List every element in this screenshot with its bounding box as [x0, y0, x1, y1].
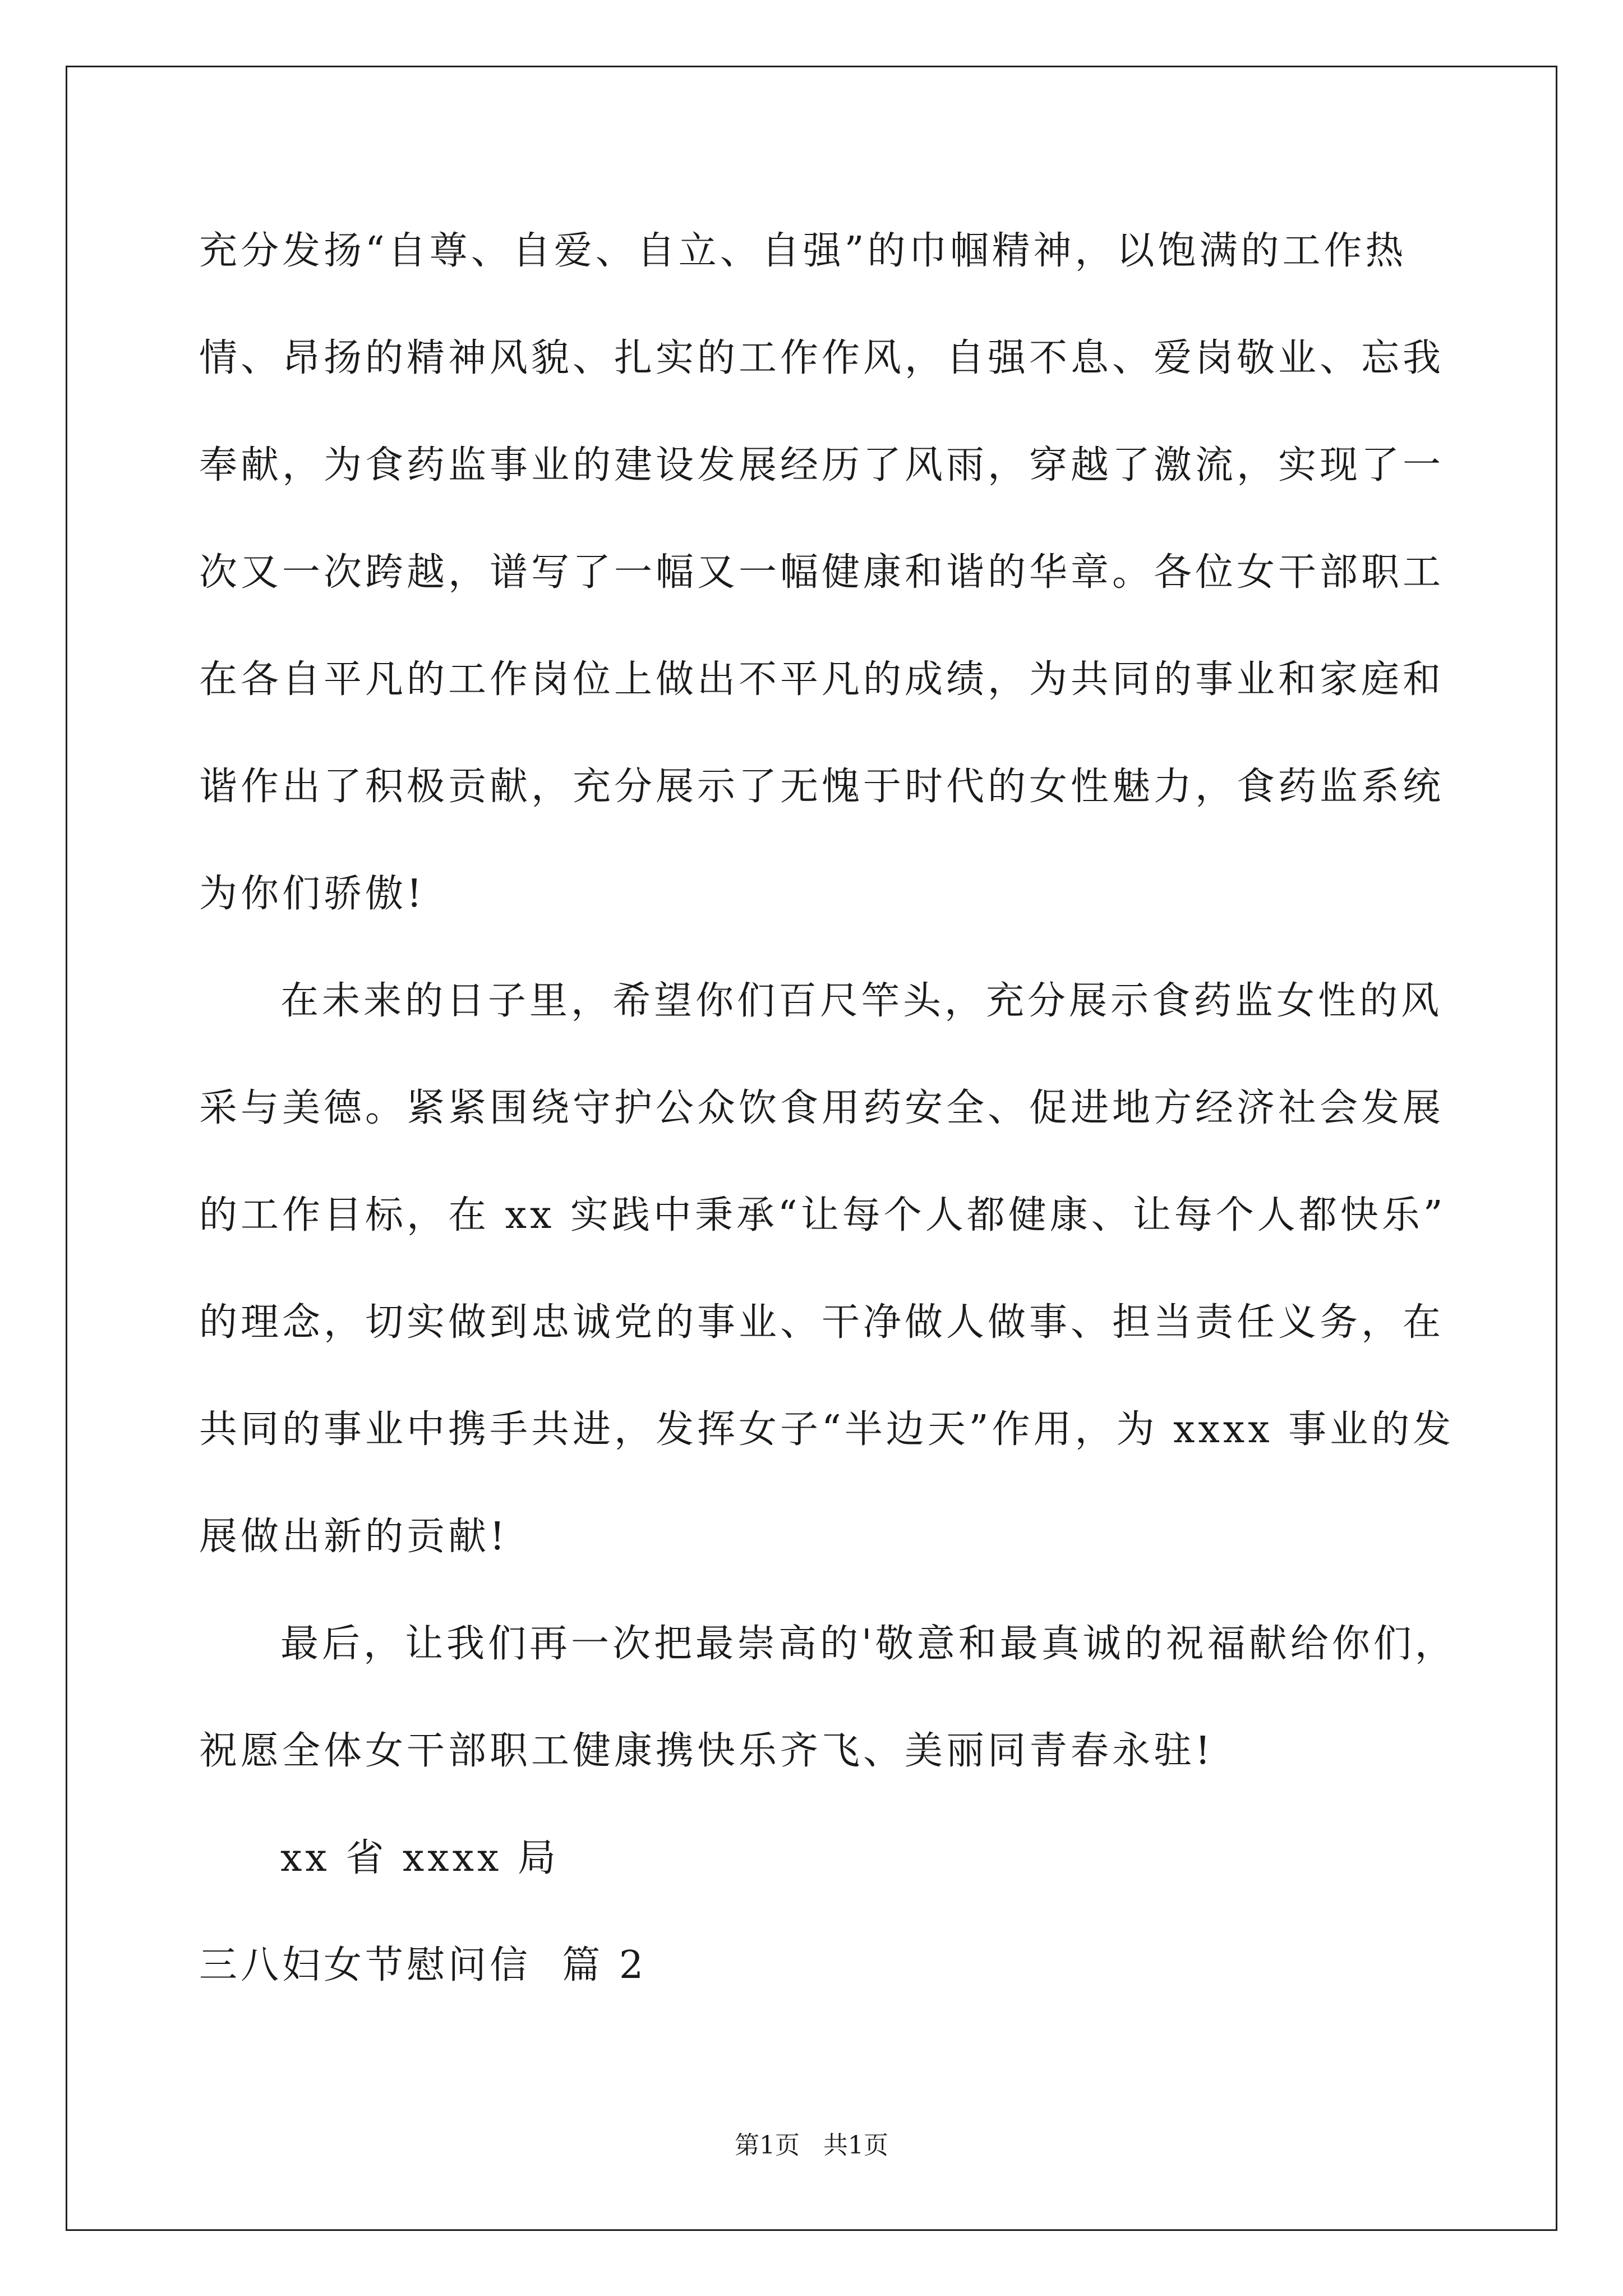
paragraph-line: 的工作目标，在 xx 实践中秉承“让每个人都健康、让每个人都快乐”	[199, 1193, 1446, 1237]
paragraph-line: 在未来的日子里，希望你们百尺竿头，充分展示食药监女性的风	[280, 979, 1443, 1023]
section-heading: 三八妇女节慰问信 篇 2	[199, 1943, 647, 1987]
paragraph-line: 次又一次跨越，谱写了一幅又一幅健康和谐的华章。各位女干部职工	[199, 550, 1445, 595]
paragraph-line: 共同的事业中携手共进，发挥女子“半边天”作用，为 xxxx 事业的发	[199, 1407, 1455, 1452]
paragraph-line: 祝愿全体女干部职工健康携快乐齐飞、美丽同青春永驻!	[199, 1729, 1214, 1773]
page-border	[66, 66, 1557, 2231]
paragraph-line: 谐作出了积极贡献，充分展示了无愧于时代的女性魅力，食药监系统	[199, 765, 1445, 809]
paragraph-line: 奉献，为食药监事业的建设发展经历了风雨，穿越了激流，实现了一	[199, 443, 1445, 487]
paragraph-line: 为你们骄傲!	[199, 872, 426, 916]
paragraph-line: 最后，让我们再一次把最崇高的'敬意和最真诚的祝福献给你们，	[280, 1622, 1456, 1666]
paragraph-line: 在各自平凡的工作岗位上做出不平凡的成绩，为共同的事业和家庭和	[199, 657, 1445, 702]
paragraph-line: 情、昂扬的精神风貌、扎实的工作作风，自强不息、爱岗敬业、忘我	[199, 336, 1445, 380]
paragraph-line: 展做出新的贡献!	[199, 1515, 509, 1559]
paragraph-line: 采与美德。紧紧围绕守护公众饮食用药安全、促进地方经济社会发展	[199, 1086, 1445, 1130]
signature-line: xx 省 xxxx 局	[280, 1836, 559, 1880]
paragraph-line: 充分发扬“自尊、自爱、自立、自强”的巾帼精神，以饱满的工作热	[199, 229, 1407, 273]
paragraph-line: 的理念，切实做到忠诚党的事业、干净做人做事、担当责任义务，在	[199, 1300, 1445, 1345]
page-footer: 第1页 共1页	[735, 2131, 888, 2160]
